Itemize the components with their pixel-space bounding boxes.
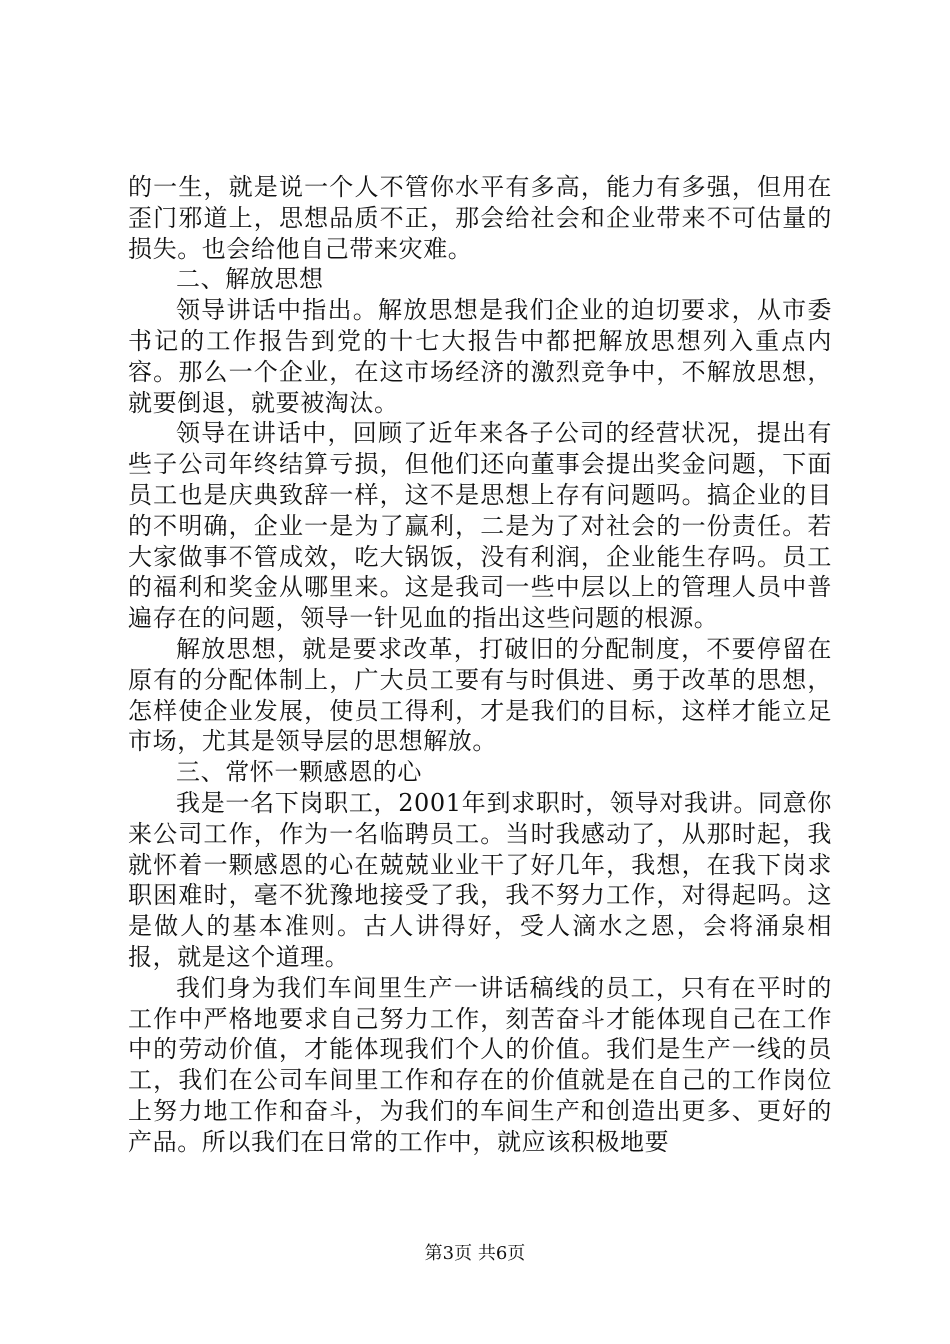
paragraph: 解放思想，就是要求改革，打破旧的分配制度，不要停留在原有的分配体制上，广大员工要有与时俱进、勇于改革的思想，怎样使企业发展，使员工得利，才是我们的目标，这样才能立足市场，尤其是领导层的思想解放。 [128,634,832,756]
page-number-footer: 第3页 共6页 [424,1243,526,1264]
paragraph-continuation: 的一生，就是说一个人不管你水平有多高，能力有多强，但用在歪门邪道上，思想品质不正，那会给社会和企业带来不可估量的损失。也会给他自己带来灾难。 [128,173,832,263]
section-heading-gratitude: 三、常怀一颗感恩的心 [176,758,422,787]
section-heading-liberate-thought: 二、解放思想 [176,265,324,294]
paragraph: 我是一名下岗职工，2001年到求职时，领导对我讲。同意你来公司工作，作为一名临聘员工。当时我感动了，从那时起，我就怀着一颗感恩的心在兢兢业业干了好几年，我想，在我下岗求职困难时，毫不犹豫地接受了我，我不努力工作，对得起吗。这是做人的基本准则。古人讲得好，受人滴水之恩，会将涌泉相报，就是这个道理。 [128,788,832,971]
document-body [128,172,832,1158]
paragraph: 领导讲话中指出。解放思想是我们企业的迫切要求，从市委书记的工作报告到党的十七大报告中都把解放思想列入重点内容。那么一个企业，在这市场经济的激烈竞争中，不解放思想，就要倒退，就要被淘汰。 [128,296,832,417]
paragraph: 领导在讲话中，回顾了近年来各子公司的经营状况，提出有些子公司年终结算亏损，但他们还向董事会提出奖金问题，下面员工也是庆典致辞一样，这不是思想上存有问题吗。搞企业的目的不明确，企业一是为了赢利，二是为了对社会的一份责任。若大家做事不管成效，吃大锅饭，没有利润，企业能生存吗。员工的福利和奖金从哪里来。这是我司一些中层以上的管理人员中普遍存在的问题，领导一针见血的指出这些问题的根源。 [128,419,832,633]
paragraph: 我们身为我们车间里生产一讲话稿线的员工，只有在平时的工作中严格地要求自己努力工作，刻苦奋斗才能体现自己在工作中的劳动价值，才能体现我们个人的价值。我们是生产一线的员工，我们在公司车间里工作和存在的价值就是在自己的工作岗位上努力地工作和奋斗，为我们的车间生产和创造出更多、更好的产品。所以我们在日常的工作中，就应该积极地要 [128,973,832,1156]
